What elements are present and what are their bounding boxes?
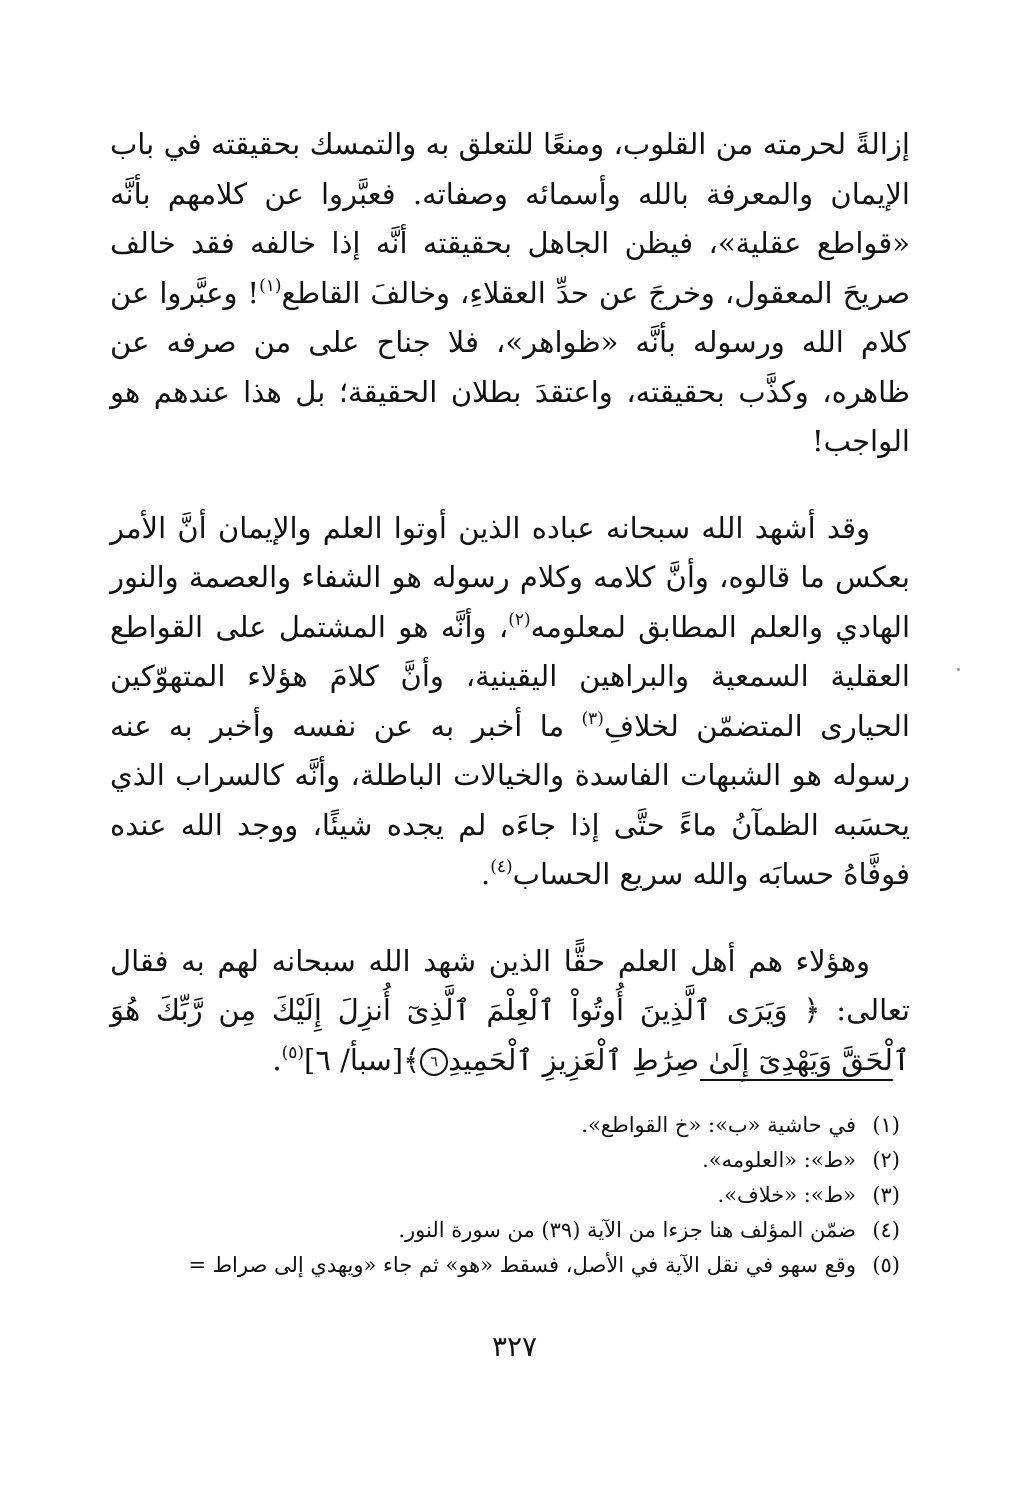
paragraph-3 xyxy=(110,937,910,1086)
footnotes xyxy=(60,1108,900,1283)
footnote-text: ضمّن المؤلف هنا جزءا من الآية (٣٩) من سورة النور. xyxy=(398,1218,856,1242)
quran-close-bracket: ﴾ xyxy=(403,1042,421,1077)
footnote-ref-5: (٥) xyxy=(281,1042,304,1063)
footnote-number: (٥) xyxy=(872,1253,900,1277)
footnote-text: وقع سهو في نقل الآية في الأصل، فسقط «هو» ثم جاء «ويهدي إلى صراط = xyxy=(188,1253,856,1277)
footnote-number: (١) xyxy=(872,1113,900,1137)
ayah-number-mark: ٦ xyxy=(420,1048,448,1076)
paragraph-1 xyxy=(110,120,910,467)
footnote-3 xyxy=(60,1178,900,1213)
footnote-separator xyxy=(700,1079,893,1081)
footnote-ref-4: (٤) xyxy=(490,857,513,877)
footnote-number: (٢) xyxy=(872,1148,900,1172)
footnote-4 xyxy=(60,1213,900,1248)
footnote-text: في حاشية «ب»: «خ القواطع». xyxy=(581,1113,856,1137)
main-text xyxy=(110,120,910,1122)
footnote-ref-2: (٢) xyxy=(508,609,531,630)
paragraph-3-text-d: . xyxy=(272,1042,282,1077)
verse-citation: [سبأ/ ٦] xyxy=(304,1042,404,1077)
paragraph-1-text-b: ! وعبَّروا عن كلام الله ورسوله بأنَّه «ظواهر»، فلا جناح على من صرفه عن ظاهره، وكذَّب بحقيقته، واعتقدَ بطلان الحقيقة؛ بل هذا عندهم هو الواجب! xyxy=(110,275,910,458)
paragraph-2-text-d: . xyxy=(481,857,491,891)
paragraph-2-text-b: ، وأنَّه هو المشتمل على القواطع العقلية السمعية والبراهين اليقينية، وأنَّ كلامَ هؤلاء المتهوّكين الحيارى المتضمّن لخلافِ xyxy=(110,609,910,743)
footnote-1 xyxy=(60,1108,900,1143)
paragraph-1-text-a: إزالةً لحرمته من القلوب، ومنعًا للتعلق به والتمسك بحقيقته في باب الإيمان والمعرفة بالله وأسمائه وصفاته. فعبَّروا عن كلامهم بأنَّه «قواطع عقلية»، فيظن الجاهل بحقيقته أنَّه إذا خالفه فقد خالف صريحَ المعقول، وخرجَ عن حدِّ العقلاءِ، وخالفَ القاطع xyxy=(110,127,910,310)
paragraph-2-text-c: ما أخبر به عن نفسه وأخبر به عنه رسوله هو الشبهات الفاسدة والخيالات الباطلة، وأنَّه كالسراب الذي يحسَبه الظمآنُ ماءً حتَّى إذا جاءَه لم يجده شيئًا، ووجد الله عنده فوفَّاهُ حسابَه والله سريع الحساب xyxy=(110,708,910,891)
scan-speck xyxy=(957,668,960,671)
paragraph-2 xyxy=(110,504,910,900)
footnote-2 xyxy=(60,1143,900,1178)
page-number: ٣٢٧ xyxy=(491,1330,538,1363)
footnote-number: (٤) xyxy=(872,1218,900,1242)
footnote-text: «ط»: «خلاف». xyxy=(717,1183,856,1207)
paragraph-2-text-a: وقد أشهد الله سبحانه عباده الذين أوتوا العلم والإيمان أنَّ الأمر بعكس ما قالوه، وأنَّ كلامه وكلام رسوله هو الشفاء والعصمة والنور الهادي والعلم المطابق لمعلومه xyxy=(110,510,911,644)
footnote-ref-3: (٣) xyxy=(581,708,604,729)
quran-verse: ﴿ وَيَرَى ٱلَّذِينَ أُوتُواْ ٱلْعِلْمَ ٱلَّذِىٓ أُنزِلَ إِلَيْكَ مِن رَّبِّكَ هُوَ ٱلْحَقَّ وَيَهْدِىٓ إِلَىٰ صِرَٰطِ ٱلْعَزِيزِ ٱلْحَمِيدِ xyxy=(110,993,910,1077)
footnote-text: «ط»: «العلومه». xyxy=(702,1148,856,1172)
footnote-ref-1: (١) xyxy=(259,275,282,296)
footnote-5 xyxy=(60,1248,900,1283)
paragraph-3-text-a: وهؤلاء هم أهل العلم حقًّا الذين شهد الله سبحانه لهم به فقال تعالى: xyxy=(110,943,910,1027)
footnote-number: (٣) xyxy=(872,1183,900,1207)
